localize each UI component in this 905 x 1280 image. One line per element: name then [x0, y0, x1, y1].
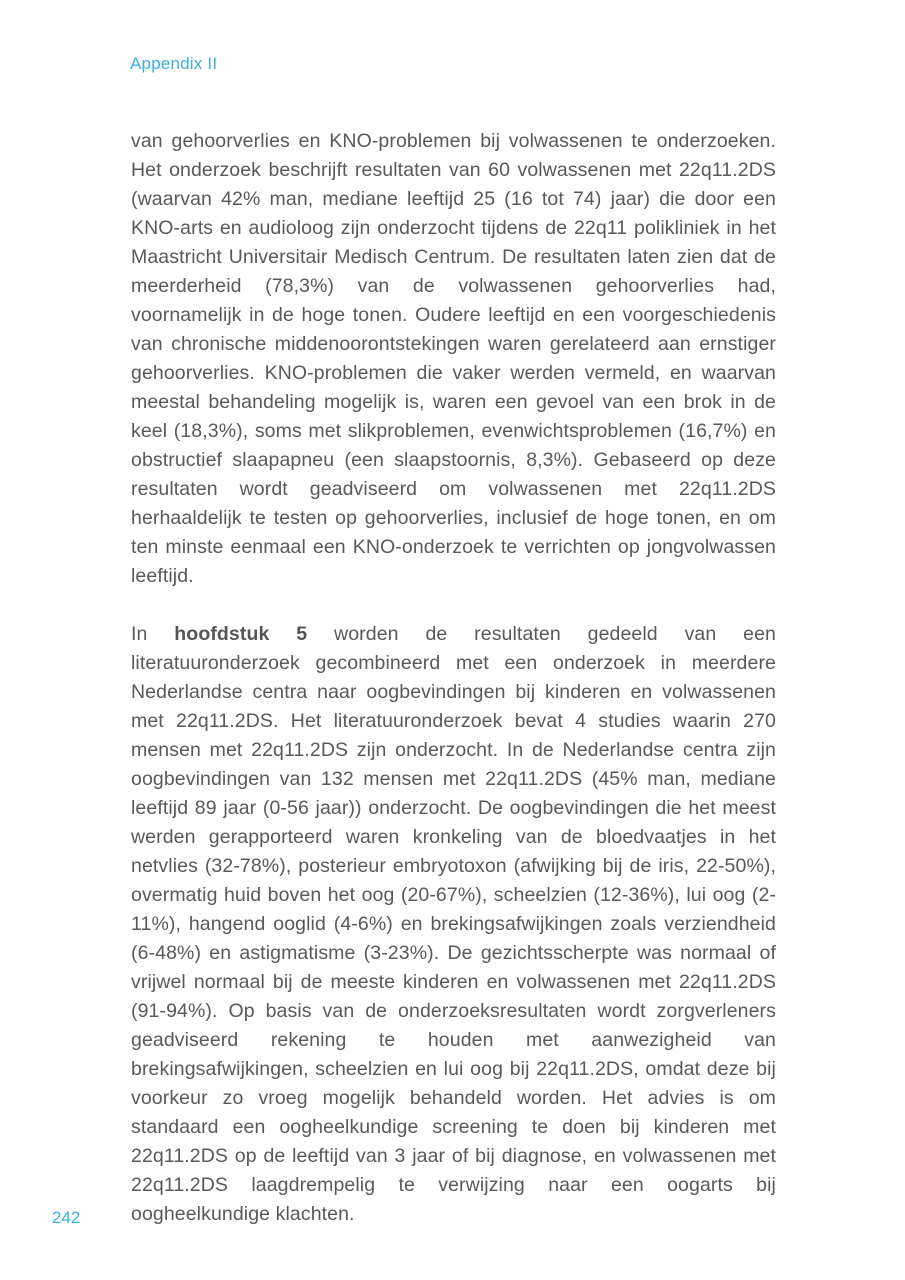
paragraph-2-prefix: In [131, 623, 175, 645]
paragraph-2-rest: worden de resultaten gedeeld van een literatuuronderzoek gecombineerd met een onderzoek in meerdere Nederlandse centra naar oogbevindingen bij kinderen en volwassenen met 22q11.2DS. Het literatuuronderzoek bevat 4 studies waarin 270 mensen met 22q11.2DS zijn onderzocht. In de Nederlandse centra zijn oogbevindingen van 132 mensen met 22q11.2DS (45% man, mediane leeftijd 89 jaar (0-56 jaar)) onderzocht. De oogbevindingen die het meest werden gerapporteerd waren kronkeling van de bloedvaatjes in het netvlies (32-78%), posterieur embryotoxon (afwijking bij de iris, 22-50%), overmatig huid boven het oog (20-67%), scheelzien (12-36%), lui oog (2-11%), hangend ooglid (4-6%) en brekingsafwijkingen zoals verziendheid (6-48%) en astigmatisme (3-23%). De gezichtsscherpte was normaal of vrijwel normaal bij de meeste kinderen en volwassenen met 22q11.2DS (91-94%). Op basis van de onderzoeksresultaten wordt zorgverleners geadviseerd rekening te houden met aanwezigheid van brekingsafwijkingen, scheelzien en lui oog bij 22q11.2DS, omdat deze bij voorkeur zo vroeg mogelijk behandeld worden. Het advies is om standaard een oogheelkundige screening te doen bij kinderen met 22q11.2DS op de leeftijd van 3 jaar of bij diagnose, en volwassenen met 22q11.2DS laagdrempelig te verwijzing naar een oogarts bij oogheelkundige klachten. [131, 623, 776, 1225]
running-header: Appendix II [130, 54, 218, 73]
chapter-reference-bold: hoofdstuk 5 [174, 623, 308, 645]
page-number: 242 [52, 1208, 81, 1227]
paragraph-gehoorverlies: van gehoorverlies en KNO-problemen bij volwassenen te onderzoeken. Het onderzoek beschrijft resultaten van 60 volwassenen met 22q11.2DS (waarvan 42% man, mediane leeftijd 25 (16 tot 74) jaar) die door een KNO-arts en audioloog zijn onderzocht tijdens de 22q11 polikliniek in het Maastricht Universitair Medisch Centrum. De resultaten laten zien dat de meerderheid (78,3%) van de volwassenen gehoorverlies had, voornamelijk in de hoge tonen. Oudere leeftijd en een voorgeschiedenis van chronische middenoorontstekingen waren gerelateerd aan ernstiger gehoorverlies. KNO-problemen die vaker werden vermeld, en waarvan meestal behandeling mogelijk is, waren een gevoel van een brok in de keel (18,3%), soms met slikproblemen, evenwichtsproblemen (16,7%) en obstructief slaapapneu (een slaapstoornis, 8,3%). Gebaseerd op deze resultaten wordt geadviseerd om volwassenen met 22q11.2DS herhaaldelijk te testen op gehoorverlies, inclusief de hoge tonen, en om ten minste eenmaal een KNO-onderzoek te verrichten op jongvolwassen leeftijd. [131, 130, 776, 587]
body-text-block [131, 127, 776, 1229]
paragraph-hoofdstuk-5 [131, 620, 776, 1229]
